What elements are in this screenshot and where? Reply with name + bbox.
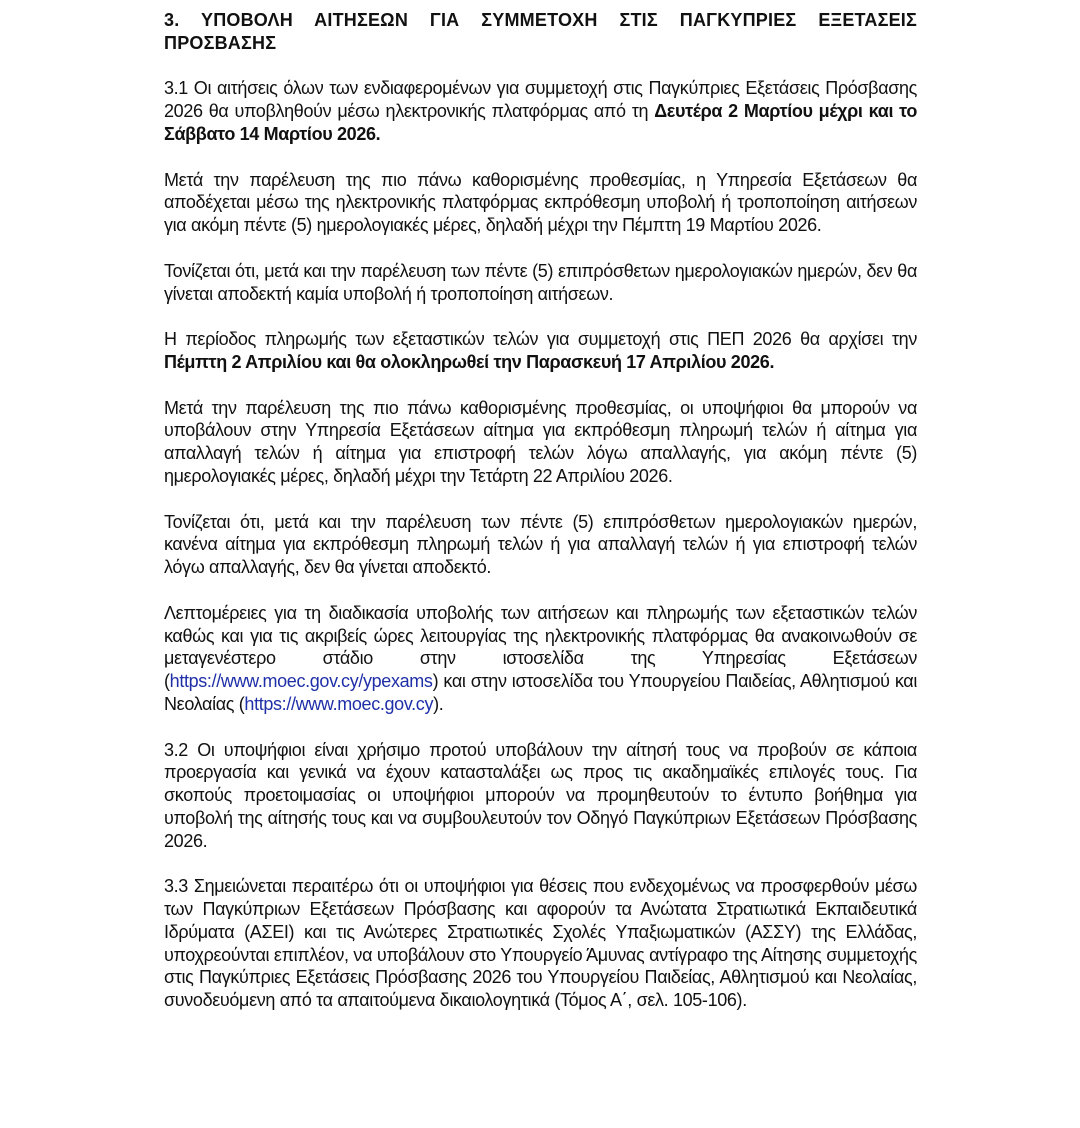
paragraph-3-2 [164, 739, 917, 853]
section-heading-text: 3. ΥΠΟΒΟΛΗ ΑΙΤΗΣΕΩΝ ΓΙΑ ΣΥΜΜΕΤΟΧΗ ΣΤΙΣ ΠΑΓΚΥΠΡΙΕΣ ΕΞΕΤΑΣΕΙΣ ΠΡΟΣΒΑΣΗΣ [164, 10, 917, 53]
paragraph-3-3 [164, 875, 917, 1012]
link-ministry[interactable]: https://www.moec.gov.cy [244, 693, 434, 714]
paragraph-late-submission [164, 169, 917, 237]
paragraph-3-1-text: 3.1 Οι αιτήσεις όλων των ενδιαφερομένων για συμμετοχή στις Παγκύπριες Εξετάσεις Πρόσβασης 2026 θα υποβληθούν μέσω ηλεκτρονικής πλατφόρμας από τη [164, 78, 917, 122]
paragraph-late-submission-text: Μετά την παρέλευση της πιο πάνω καθορισμένης προθεσμίας, η Υπηρεσία Εξετάσεων θα αποδέχεται μέσω της ηλεκτρονικής πλατφόρμας εκπρόθεσμη υποβολή ή τροποποίηση αιτήσεων για ακόμη πέντε (5) ημερολογιακές μέρες, δηλαδή μέχρι την Πέμπτη 19 Μαρτίου 2026. [164, 169, 917, 236]
document-page [164, 9, 917, 1035]
paragraph-3-1-bold-dates: Δευτέρα 2 Μαρτίου μέχρι και το Σάββατο 14 Μαρτίου 2026. [164, 101, 917, 144]
paragraph-details [164, 602, 917, 716]
paragraph-details-text-before: Λεπτομέρειες για τη διαδικασία υποβολής των αιτήσεων και πληρωμής των εξεταστικών τελών καθώς και για τις ακριβείς ώρες λειτουργίας της ηλεκτρονικής πλατφόρμας θα ανακοινωθούν σε μεταγενέστερο στάδιο στην ιστοσελίδα της Υπηρεσίας Εξετάσεων ( [164, 602, 917, 692]
paragraph-late-payment [164, 397, 917, 488]
paragraph-no-payment-request [164, 511, 917, 579]
paragraph-no-payment-request-text: Τονίζεται ότι, μετά και την παρέλευση των πέντε (5) επιπρόσθετων ημερολογιακών ημερών, κανένα αίτημα για εκπρόθεσμη πληρωμή τελών ή για απαλλαγή τελών ή για επιστροφή τελών λόγω απαλλαγής, δεν θα γίνεται αποδεκτό. [164, 511, 917, 578]
paragraph-no-submission-text: Τονίζεται ότι, μετά και την παρέλευση των πέντε (5) επιπρόσθετων ημερολογιακών ημερών, δεν θα γίνεται αποδεκτή καμία υποβολή ή τροποποίηση αιτήσεων. [164, 260, 917, 304]
paragraph-late-payment-text: Μετά την παρέλευση της πιο πάνω καθορισμένης προθεσμίας, οι υποψήφιοι θα μπορούν να υποβάλουν στην Υπηρεσία Εξετάσεων αίτημα για εκπρόθεσμη πληρωμή τελών ή αίτημα για απαλλαγή τελών ή αίτημα για επιστροφή τελών λόγω απαλλαγής, για ακόμη πέντε (5) ημερολογιακές μέρες, δηλαδή μέχρι την Τετάρτη 22 Απριλίου 2026. [164, 397, 917, 486]
paragraph-3-1 [164, 77, 917, 145]
paragraph-payment-period-text: Η περίοδος πληρωμής των εξεταστικών τελών για συμμετοχή στις ΠΕΠ 2026 θα αρχίσει την [164, 329, 917, 350]
paragraph-payment-period-bold-dates: Πέμπτη 2 Απριλίου και θα ολοκληρωθεί την Παρασκευή 17 Απριλίου 2026. [164, 351, 775, 372]
paragraph-payment-period [164, 328, 917, 374]
paragraph-3-2-text: 3.2 Οι υποψήφιοι είναι χρήσιμο προτού υποβάλουν την αίτησή τους να προβούν σε κάποια προεργασία και γενικά να έχουν κατασταλάξει ως προς τις ακαδημαϊκές επιλογές τους. Για σκοπούς προετοιμασίας οι υποψήφιοι μπορούν να προμηθευτούν το έντυπο βοήθημα για υποβολή της αίτησής τους και να συμβουλευτούν τον Οδηγό Παγκύπριων Εξετάσεων Πρόσβασης 2026. [164, 739, 917, 851]
link-exams-service[interactable]: https://www.moec.gov.cy/ypexams [169, 671, 433, 692]
section-heading [164, 9, 917, 55]
paragraph-3-3-text: 3.3 Σημειώνεται περαιτέρω ότι οι υποψήφιοι για θέσεις που ενδεχομένως να προσφερθούν μέσω των Παγκύπριων Εξετάσεων Πρόσβασης και αφορούν τα Ανώτατα Στρατιωτικά Εκπαιδευτικά Ιδρύματα (ΑΣΕΙ) και τις Ανώτερες Στρατιωτικές Σχολές Υπαξιωματικών (ΑΣΣΥ) της Ελλάδας, υποχρεούνται επιπλέον, να υποβάλουν στο Υπουργείο Άμυνας αντίγραφο της Αίτησης συμμετοχής στις Παγκύπριες Εξετάσεις Πρόσβασης 2026 του Υπουργείου Παιδείας, Αθλητισμού και Νεολαίας, συνοδευόμενη από τα απαιτούμενα δικαιολογητικά (Τόμος Α΄, σελ. 105-106). [164, 876, 917, 1011]
paragraph-details-text-after: ). [433, 693, 444, 714]
paragraph-details-text-middle: ) και στην ιστοσελίδα του Υπουργείου Παιδείας, Αθλητισμού και Νεολαίας ( [164, 671, 917, 714]
paragraph-no-submission [164, 260, 917, 306]
